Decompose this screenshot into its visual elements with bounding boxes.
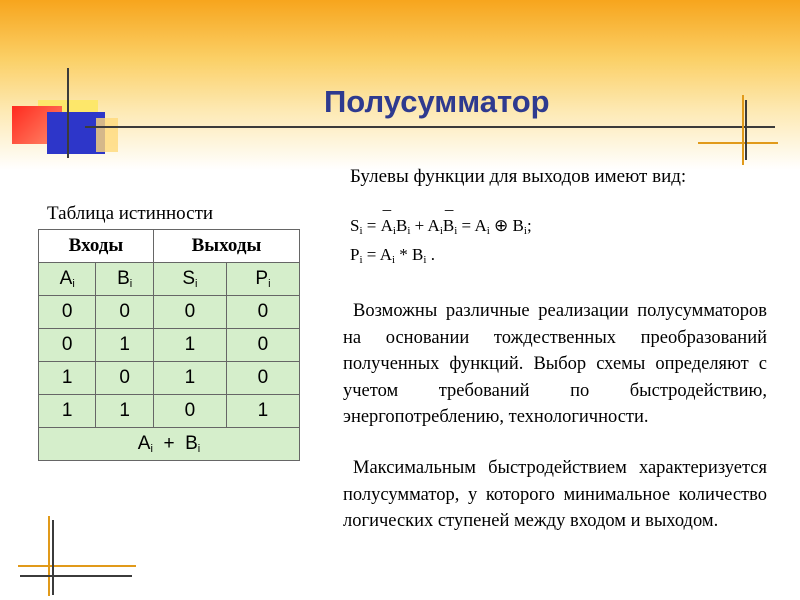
- table-cell: 0: [96, 296, 153, 329]
- table-cell: 0: [39, 296, 96, 329]
- decor-line: [48, 516, 50, 596]
- table-cell: 1: [226, 395, 299, 428]
- decor-line: [52, 520, 54, 595]
- formula-carry: $P_i = A_i * B_i$ .: [350, 245, 435, 266]
- table-cell: 1: [153, 329, 226, 362]
- table-cell: 0: [153, 296, 226, 329]
- table-cell: 1: [39, 362, 96, 395]
- negated-term: _ B: [443, 216, 454, 235]
- table-row: [39, 296, 300, 329]
- decor-line: [745, 100, 747, 160]
- table-row: [39, 329, 300, 362]
- outputs-header: Выходы: [153, 230, 299, 263]
- decor-line: [742, 95, 744, 165]
- column-header: $B_i$: [96, 263, 153, 296]
- page-title: Полусумматор: [324, 84, 550, 119]
- decor-line: [18, 565, 136, 567]
- table-cell: 1: [96, 395, 153, 428]
- column-header: $P_i$: [226, 263, 299, 296]
- table-row: [39, 395, 300, 428]
- table-cell: 0: [226, 296, 299, 329]
- decor-line: [20, 575, 132, 577]
- xor-symbol: ⊕: [494, 216, 509, 235]
- negated-term: _ A: [381, 216, 393, 235]
- table-cell: 0: [226, 329, 299, 362]
- truth-table: [38, 229, 300, 461]
- decor-line: [698, 142, 778, 144]
- functions-header: Булевы функции для выходов имеют вид:: [350, 166, 687, 187]
- table-footer-row: [39, 428, 300, 461]
- decor-line: [67, 68, 69, 158]
- table-row: [39, 362, 300, 395]
- table-cell: 0: [96, 362, 153, 395]
- column-header: $A_i$: [39, 263, 96, 296]
- inputs-header: Входы: [39, 230, 154, 263]
- paragraph-speed: Максимальным быстродействием характеризуется полусумматор, у которого минимальное количество логических ступеней между входом и выходом.: [343, 458, 767, 531]
- table-cell: 1: [153, 362, 226, 395]
- table-footer: $A_i + B_i$: [39, 428, 300, 461]
- paragraph-implementations: Возможны различные реализации полусумматоров на основании тождественных преобразований полученных функций. Выбор схемы определяют с учетом требований по быстродействию, энергопотреблению, технологичности.: [343, 301, 767, 427]
- formula-sum: $S_i$ = _ $A_iB_i$ + $A_i\_$ $B_i = A_i$ ⊕ $B_i$;: [350, 216, 532, 237]
- table-cell: 1: [96, 329, 153, 362]
- title-underline: [85, 126, 775, 128]
- column-header: $S_i$: [153, 263, 226, 296]
- table-cell: 1: [39, 395, 96, 428]
- table-cell: 0: [226, 362, 299, 395]
- table-cell: 0: [39, 329, 96, 362]
- table-cell: 0: [153, 395, 226, 428]
- decor-light-square: [96, 118, 118, 152]
- table-title: Таблица истинности: [47, 203, 214, 224]
